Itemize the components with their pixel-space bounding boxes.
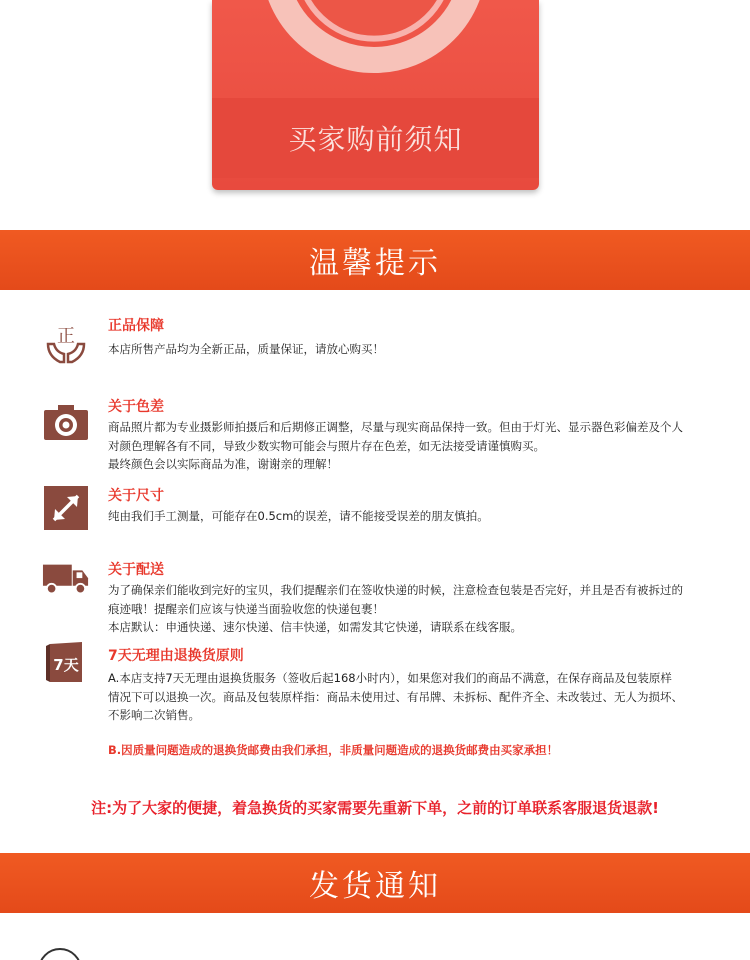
camera-icon: [42, 400, 90, 448]
return-postage-note: B.因质量问题造成的退换货邮费由我们承担，非质量问题造成的退换货邮费由买家承担！: [108, 743, 559, 757]
shipping-banner: [0, 853, 750, 913]
resize-arrow-icon: [42, 484, 90, 532]
truck-icon: [42, 556, 92, 604]
shipping-banner-title: 发货通知: [309, 869, 441, 904]
notice-body: [108, 418, 728, 474]
tips-banner-title: 温馨提示: [309, 246, 441, 281]
notice-title: 正品保障: [108, 318, 164, 334]
notice-body: [108, 669, 728, 725]
tips-banner: [0, 230, 750, 290]
notice-line: 不影响二次销售。: [108, 708, 200, 722]
calendar-7-icon-text: 7天: [53, 656, 79, 674]
reorder-note: 注:为了大家的便捷，着急换货的买家需要先重新下单，之前的订单联系客服退货退款!: [91, 799, 659, 817]
calendar-7-icon: [42, 638, 90, 686]
header-card: [212, 0, 539, 190]
notice-line: A.本店支持7天无理由退换货服务（签收后起168小时内），如果您对我们的商品不满意，在保存商品及包装原样: [108, 671, 672, 685]
hands-icon-text: 正: [57, 326, 75, 347]
notice-title: 关于配送: [108, 562, 164, 578]
notice-title: 7天无理由退换货原则: [108, 648, 244, 664]
notice-line: 最终颜色会以实际商品为准，谢谢亲的理解！: [108, 457, 338, 471]
notice-line: 对颜色理解各有不同，导致少数实物可能会与照片存在色差，如无法接受请谨慎购买。: [108, 438, 545, 453]
notice-line: 为了确保亲们能收到完好的宝贝，我们提醒亲们在签收快递的时候，注意检查包装是否完好，并且是否有被拆过的: [108, 583, 683, 597]
notice-body: [108, 340, 728, 359]
notice-line: 纯由我们手工测量，可能存在0.5cm的误差，请不能接受误差的朋友慎拍。: [108, 509, 489, 523]
notice-line: 商品照片都为专业摄影师拍摄后和后期修正调整，尽量与现实商品保持一致。但由于灯光、显示器色彩偏差及个人: [108, 420, 683, 434]
notice-body: [108, 507, 728, 526]
notice-title: 关于尺寸: [108, 488, 164, 504]
notice-body: [108, 581, 728, 637]
ring-graphic: [212, 0, 539, 100]
notice-line: 情况下可以退换一次。商品及包装原样指：商品未使用过、有吊牌、未拆标、配件齐全、未改装过、无人为损坏、: [108, 689, 683, 704]
header-caption-band: [212, 98, 539, 178]
stamp-icon: [38, 948, 82, 960]
notice-title: 关于色差: [108, 399, 164, 415]
notice-line: 痕迹哦！提醒亲们应该与快递当面验收您的快递包裹！: [108, 601, 384, 616]
notice-line: 本店所售产品均为全新正品，质量保证，请放心购买！: [108, 342, 384, 356]
header-caption: 买家购前须知: [288, 123, 463, 156]
hands-icon: [42, 318, 90, 366]
notice-line: 本店默认：申通快递、速尔快递、信丰快递，如需发其它快递，请联系在线客服。: [108, 620, 522, 634]
